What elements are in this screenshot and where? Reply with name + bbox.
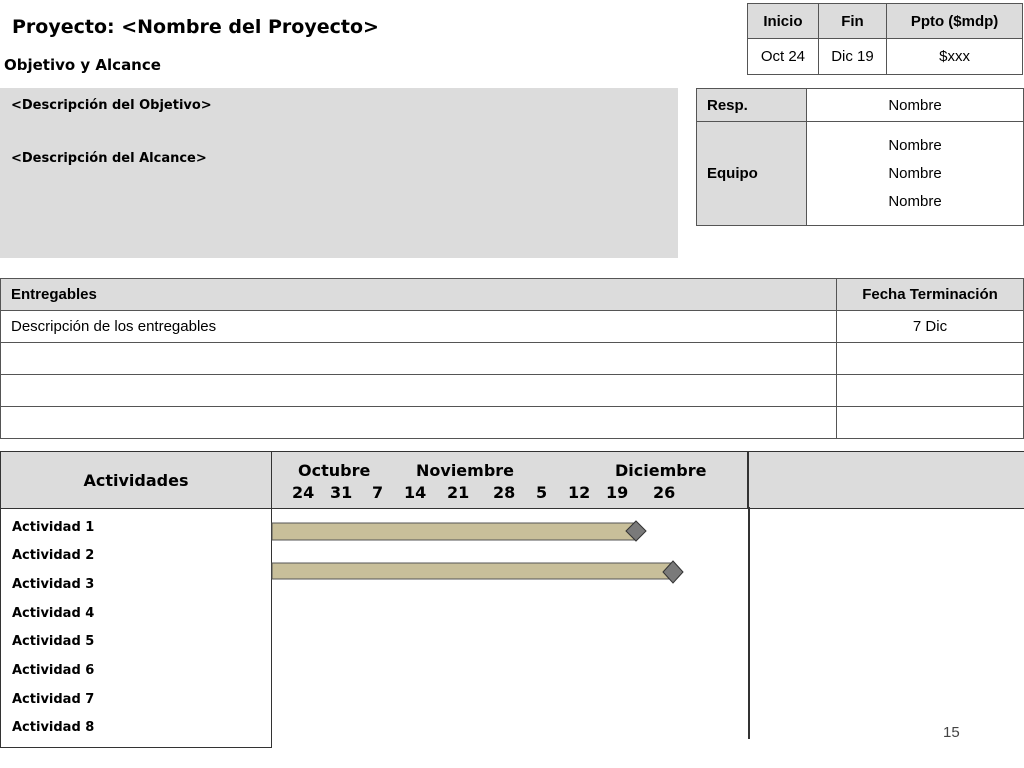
timeline-header xyxy=(272,451,1024,509)
team-members xyxy=(807,122,1024,226)
deliverable-cell xyxy=(1,407,837,439)
deliverables-header: Entregables xyxy=(1,279,837,311)
activity-label: Actividad 8 xyxy=(12,720,95,735)
activity-2-bar xyxy=(272,563,673,579)
table-row xyxy=(1,311,1024,343)
activities-header: Actividades xyxy=(1,452,271,509)
activity-label: Actividad 7 xyxy=(12,692,95,707)
project-title: Proyecto: <Nombre del Proyecto> xyxy=(12,16,379,38)
date-cell xyxy=(837,343,1024,375)
section-subtitle: Objetivo y Alcance xyxy=(4,56,161,74)
activity-1-bar xyxy=(272,523,636,540)
team-member: Nombre xyxy=(888,192,942,210)
resp-value: Nombre xyxy=(807,89,1024,122)
budget-value: $xxx xyxy=(887,39,1023,75)
month-label: Octubre xyxy=(298,461,371,480)
page-number: 15 xyxy=(943,724,960,741)
day-label: 26 xyxy=(653,483,676,502)
day-label: 28 xyxy=(493,483,516,502)
deliverables-table xyxy=(0,278,1024,439)
activity-label: Actividad 5 xyxy=(12,634,95,649)
deliverable-cell: Descripción de los entregables xyxy=(1,311,837,343)
day-label: 24 xyxy=(292,483,315,502)
day-label: 14 xyxy=(404,483,427,502)
date-cell xyxy=(837,407,1024,439)
start-header: Inicio xyxy=(748,4,819,39)
team-member: Nombre xyxy=(888,136,942,154)
day-label: 21 xyxy=(447,483,470,502)
budget-header: Ppto ($mdp) xyxy=(887,4,1023,39)
day-label: 5 xyxy=(536,483,548,502)
table-row xyxy=(1,407,1024,439)
end-header: Fin xyxy=(818,4,886,39)
activity-label: Actividad 6 xyxy=(12,663,95,678)
resp-label: Resp. xyxy=(697,89,807,122)
activity-label: Actividad 1 xyxy=(12,520,95,535)
activity-2-milestone-icon xyxy=(663,561,683,583)
activity-label: Actividad 4 xyxy=(12,606,95,621)
header-divider xyxy=(747,452,749,508)
objective-text: <Descripción del Objetivo> xyxy=(11,98,212,113)
month-label: Noviembre xyxy=(416,461,515,480)
deliverable-cell xyxy=(1,343,837,375)
date-cell xyxy=(837,375,1024,407)
team-label: Equipo xyxy=(697,122,807,226)
objective-box xyxy=(0,88,678,258)
table-row xyxy=(1,343,1024,375)
start-value: Oct 24 xyxy=(748,39,819,75)
dates-table xyxy=(747,3,1023,75)
activity-label: Actividad 3 xyxy=(12,577,95,592)
scope-text: <Descripción del Alcance> xyxy=(11,151,207,166)
deliverable-cell xyxy=(1,375,837,407)
timeline-divider xyxy=(748,507,750,739)
day-label: 12 xyxy=(568,483,591,502)
activity-label: Actividad 2 xyxy=(12,548,95,563)
end-value: Dic 19 xyxy=(818,39,886,75)
day-label: 7 xyxy=(372,483,384,502)
month-label: Diciembre xyxy=(615,461,707,480)
team-member: Nombre xyxy=(888,164,942,182)
day-label: 19 xyxy=(606,483,629,502)
day-label: 31 xyxy=(330,483,353,502)
responsible-table xyxy=(696,88,1024,226)
completion-date-header: Fecha Terminación xyxy=(837,279,1024,311)
activity-1-milestone-icon xyxy=(626,521,646,541)
activities-column xyxy=(0,451,272,748)
date-cell: 7 Dic xyxy=(837,311,1024,343)
table-row xyxy=(1,375,1024,407)
